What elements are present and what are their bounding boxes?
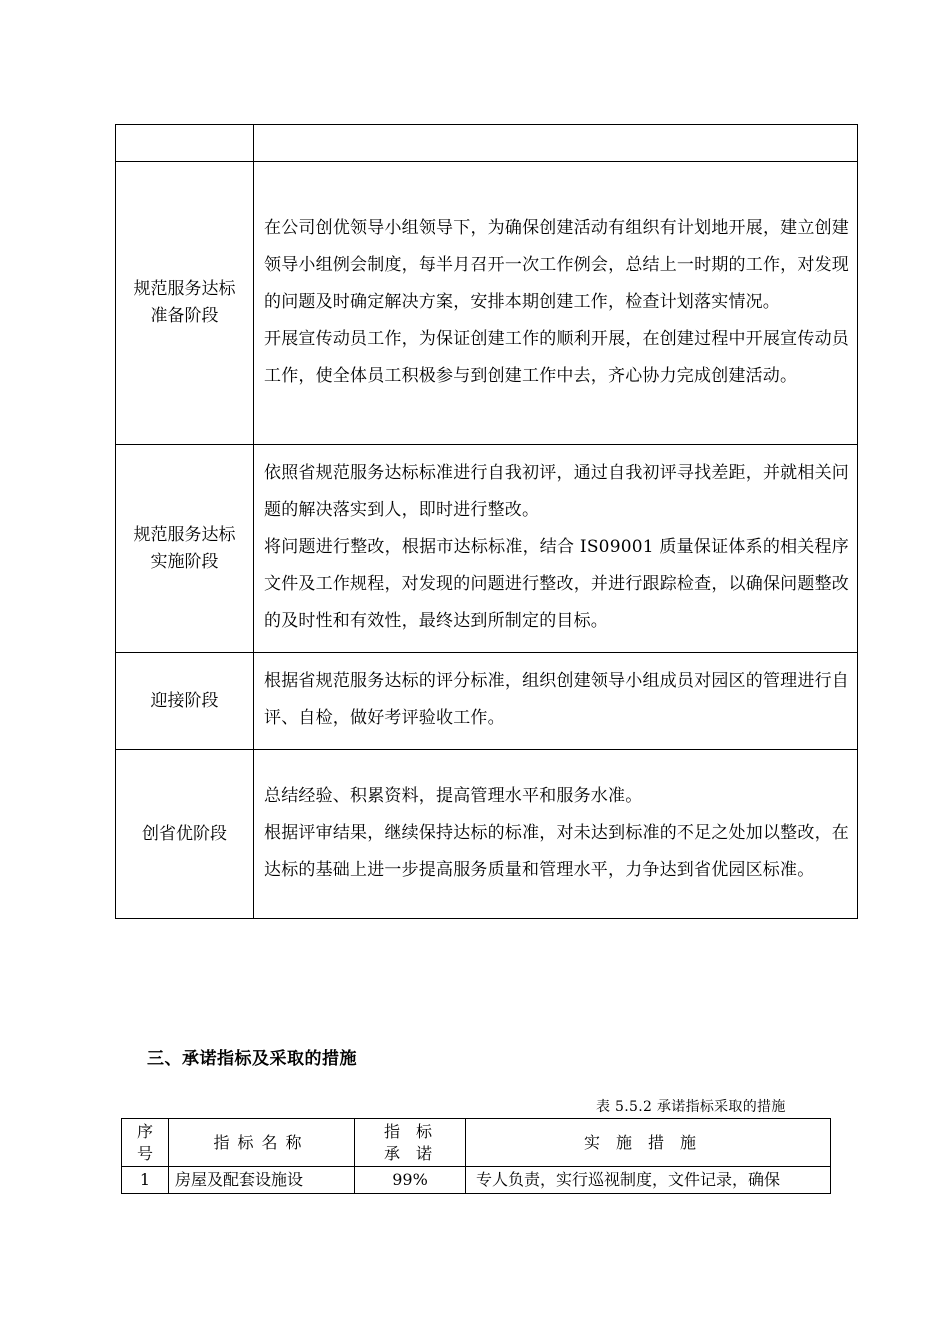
stage-table (115, 124, 858, 919)
stage-paragraph: 依照省规范服务达标标准进行自我初评，通过自我初评寻找差距，并就相关问题的解决落实到人，即时进行整改。 (264, 463, 849, 520)
cell-promise: 99% (355, 1167, 466, 1194)
commitment-table (121, 1118, 831, 1194)
stage-name-cell: 创省优阶段 (116, 750, 254, 919)
table-caption: 表 5.5.2 承诺指标采取的措施 (596, 1099, 786, 1115)
section-heading: 三、承诺指标及采取的措施 (147, 1049, 357, 1069)
stage-content-cell (254, 653, 858, 750)
stage-content-cell (254, 750, 858, 919)
table-row (122, 1167, 831, 1194)
header-name: 指标名称 (169, 1119, 355, 1167)
cell-name: 房屋及配套设施设 (169, 1167, 355, 1194)
table-row (116, 750, 858, 919)
header-promise (355, 1119, 466, 1167)
stage-name-text: 规范服务达标准备阶段 (133, 279, 236, 326)
header-no (122, 1119, 169, 1167)
stage-paragraph: 在公司创优领导小组领导下，为确保创建活动有组织有计划地开展，建立创建领导小组例会制度，每半月召开一次工作例会，总结上一时期的工作，对发现的问题及时确定解决方案，安排本期创建工作，检查计划落实情况。 (264, 217, 849, 312)
table-row (116, 653, 858, 750)
stage-name-cell: 迎接阶段 (116, 653, 254, 750)
stage-content-cell (254, 445, 858, 653)
stage-content-cell (254, 162, 858, 445)
table-row (116, 162, 858, 445)
header-measures: 实施措施 (466, 1119, 831, 1167)
cell-measures: 专人负责，实行巡视制度，文件记录，确保 (466, 1167, 831, 1194)
table-row (116, 445, 858, 653)
stage-content-cell (254, 125, 858, 162)
cell-no: 1 (122, 1167, 169, 1194)
stage-name-text: 规范服务达标实施阶段 (133, 524, 236, 572)
stage-name-cell (116, 445, 254, 653)
header-promise-text: 指标承诺 (384, 1121, 449, 1163)
stage-paragraph: 根据省规范服务达标的评分标准，组织创建领导小组成员对园区的管理进行自评、自检，做好考评验收工作。 (264, 671, 849, 728)
stage-name-cell (116, 162, 254, 445)
table-header-row (122, 1119, 831, 1167)
table-row (116, 125, 858, 162)
stage-paragraph: 开展宣传动员工作，为保证创建工作的顺利开展，在创建过程中开展宣传动员工作，使全体员工积极参与到创建工作中去，齐心协力完成创建活动。 (264, 328, 849, 386)
stage-paragraph: 根据评审结果，继续保持达标的标准，对未达到标准的不足之处加以整改，在达标的基础上进一步提高服务质量和管理水平，力争达到省优园区标准。 (264, 822, 849, 880)
stage-paragraph: 将问题进行整改，根据市达标标准，结合 IS09001 质量保证体系的相关程序文件及工作规程，对发现的问题进行整改，并进行跟踪检查，以确保问题整改的及时性和有效性，最终达到所制定的目标。 (264, 537, 849, 631)
stage-name-cell (116, 125, 254, 162)
header-no-text: 序号 (136, 1121, 153, 1163)
stage-paragraph: 总结经验、积累资料，提高管理水平和服务水准。 (264, 785, 643, 806)
